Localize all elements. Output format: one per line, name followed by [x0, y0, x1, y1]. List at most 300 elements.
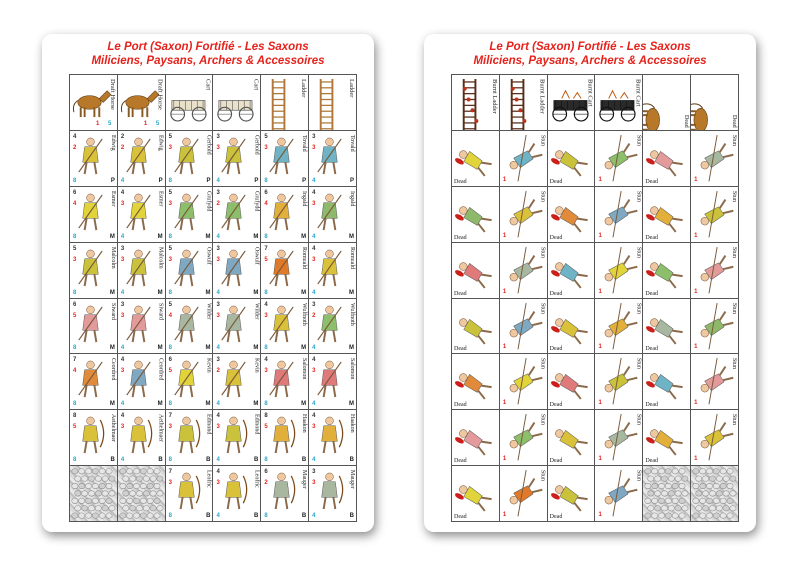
counter-stun: [595, 466, 643, 522]
counter-type: B: [349, 513, 354, 519]
counter-dead: [643, 187, 691, 243]
counter-stat: 1: [598, 512, 602, 518]
counter-name: Tovald: [348, 134, 355, 152]
counter-name: Grufydd: [205, 190, 212, 212]
counter-type: P: [349, 177, 354, 184]
counter-stat-top: 5: [264, 133, 268, 140]
counter-name: Burnt Ladder: [538, 79, 546, 114]
rubble-icon: [691, 466, 738, 521]
counter-unit: [261, 410, 309, 466]
counter-label: Dead: [645, 402, 658, 409]
counter-dead: [548, 466, 596, 522]
counter-rubble: [691, 466, 739, 522]
counter-grid: [69, 74, 357, 522]
counter-stat-bottom: 4: [120, 401, 125, 408]
counter-unit: [213, 354, 261, 410]
counter-unit: [118, 354, 166, 410]
counter-name: Edmond: [205, 414, 212, 435]
counter-stat-bottom: 8: [168, 233, 172, 240]
counter-stun: [595, 410, 643, 466]
counter-unit: [70, 354, 118, 410]
counter-stat-mid: 4: [73, 200, 77, 207]
counter-stat-top: 3: [312, 469, 316, 476]
counter-type: M: [348, 401, 354, 408]
counter-label: Stun: [539, 190, 546, 202]
counter-type: M: [205, 345, 211, 352]
counter-stat-bottom: 8: [264, 513, 268, 519]
counter-stat-bottom: 4: [216, 345, 220, 352]
counter-stat-mid: 3: [168, 200, 172, 207]
counter-stat-bottom: 8: [73, 345, 77, 352]
counter-name: Dead: [683, 115, 690, 128]
counter-sheet-left: [42, 34, 374, 532]
counter-dead: [643, 299, 691, 355]
counter-dead: [452, 131, 500, 187]
counter-stat: 1: [598, 344, 602, 351]
counter-stat-top: 7: [168, 469, 172, 476]
counter-label: Dead: [645, 290, 658, 297]
counter-dead: [548, 354, 596, 410]
counter-stat-top: 3: [312, 133, 316, 140]
counter-label: Dead: [454, 346, 467, 353]
counter-dead: [548, 410, 596, 466]
counter-type: M: [301, 289, 307, 296]
counter-stun: [500, 299, 548, 355]
counter-stat: 1: [502, 176, 507, 183]
counter-type: M: [253, 401, 259, 408]
counter-dead: [548, 187, 596, 243]
counter-stat-mid: 3: [216, 312, 220, 319]
counter-stat-bottom: 8: [264, 345, 268, 352]
counter-stat-bottom: 8: [168, 401, 172, 408]
counter-stat-bottom: 4: [312, 401, 316, 408]
counter-stat-mid: 3: [312, 200, 316, 207]
counter-dead: [452, 466, 500, 522]
counter-stat-top: 4: [264, 301, 268, 308]
counter-stat-bottom: 4: [120, 233, 125, 240]
counter-stat-top: 3: [216, 189, 220, 196]
counter-stat-mid: 3: [264, 312, 268, 319]
sheet-subtitle: Miliciens, Paysans, Archers & Accessoires: [473, 55, 707, 67]
fallen-soldier-icon: [643, 187, 690, 242]
counter-stat: 1: [598, 456, 602, 463]
counter-unit: [309, 187, 357, 243]
counter-stun: [691, 354, 739, 410]
counter-stun: [691, 299, 739, 355]
counter-stat-mid: 3: [120, 200, 125, 207]
counter-stat-mid: 3: [216, 480, 220, 487]
counter-unit: [166, 466, 214, 522]
counter-rubble: [643, 466, 691, 522]
counter-stat-bottom: 8: [168, 177, 172, 184]
counter-stat: 1: [598, 400, 602, 407]
counter-stat-mid: 5: [168, 368, 172, 375]
sheet-title: Le Port (Saxon) Fortifié - Les Saxons: [107, 41, 309, 53]
counter-sheet-right: [424, 34, 756, 532]
counter-stun: [691, 243, 739, 299]
counter-name: Malcolm: [157, 246, 164, 269]
counter-name: Gerbold: [205, 134, 212, 155]
counter-label: Stun: [730, 190, 737, 202]
counter-stun: [500, 243, 548, 299]
counter-label: Dead: [454, 402, 467, 409]
counter-stat-top: 6: [73, 189, 77, 196]
counter-stat-top: 4: [312, 189, 316, 196]
counter-name: Leofric: [205, 470, 212, 488]
counter-stat-top: 2: [120, 133, 125, 140]
counter-label: Dead: [549, 402, 563, 409]
counter-stat-top: 4: [312, 245, 316, 252]
counter-label: Dead: [549, 234, 563, 241]
counter-object: [309, 75, 357, 131]
counter-name: Siward: [157, 302, 164, 320]
counter-name: Romuald: [301, 246, 308, 269]
counter-name: Esmer: [109, 190, 116, 207]
counter-name: Wulfnoth: [348, 302, 355, 326]
counter-stat: 1: [502, 232, 507, 239]
counter-stat-top: 3: [216, 133, 220, 140]
fallen-soldier-icon: [643, 299, 690, 354]
counter-burnt: [500, 75, 548, 131]
counter-stat-mid: 3: [264, 144, 268, 151]
counter-stun: [595, 243, 643, 299]
counter-name: Draft Horse: [156, 79, 164, 110]
counter-type: B: [110, 457, 115, 464]
fallen-soldier-icon: [643, 243, 690, 298]
counter-stat: 5: [155, 120, 160, 127]
fallen-soldier-icon: [548, 131, 595, 186]
counter-grid: [451, 74, 739, 522]
counter-label: Stun: [539, 470, 546, 482]
counter-unit: [118, 243, 166, 299]
counter-dead: [452, 299, 500, 355]
counter-stat-bottom: 8: [73, 289, 77, 296]
counter-label: Dead: [645, 346, 658, 353]
counter-type: P: [110, 177, 115, 184]
counter-type: M: [301, 345, 307, 352]
counter-stat: 1: [502, 288, 507, 295]
counter-stun: [595, 131, 643, 187]
counter-stat-top: 5: [168, 301, 172, 308]
counter-name: Haakon: [348, 414, 355, 433]
counter-name: Tovald: [301, 134, 308, 152]
counter-type: B: [253, 457, 259, 464]
counter-deadhorse: [643, 75, 691, 131]
counter-stat-mid: 3: [312, 368, 316, 375]
rubble-icon: [70, 466, 117, 521]
counter-stat-mid: 5: [73, 312, 77, 319]
counter-label: Dead: [645, 458, 658, 465]
counter-unit: [166, 131, 214, 187]
counter-name: Oswulf: [205, 246, 212, 265]
counter-type: M: [157, 289, 163, 296]
counter-stat-mid: 5: [73, 424, 77, 431]
counter-name: Salomon: [301, 358, 308, 380]
counter-label: Stun: [635, 358, 642, 370]
counter-stat-bottom: 4: [216, 177, 220, 184]
counter-label: Dead: [454, 458, 467, 465]
counter-name: Edwig: [109, 134, 116, 151]
counter-unit: [213, 466, 261, 522]
counter-label: Stun: [539, 414, 546, 426]
counter-name: Ladder: [347, 79, 355, 98]
counter-deadhorse: [691, 75, 739, 131]
counter-stat-mid: 3: [120, 424, 125, 431]
counter-type: M: [301, 233, 307, 240]
counter-stat: 1: [502, 400, 507, 407]
counter-label: Stun: [635, 470, 642, 482]
counter-stat-bottom: 4: [312, 345, 316, 352]
counter-type: M: [205, 289, 211, 296]
counter-stat-mid: 3: [312, 424, 316, 431]
counter-stat-bottom: 8: [168, 345, 172, 352]
counter-unit: [309, 299, 357, 355]
counter-name: Siward: [109, 302, 116, 320]
counter-stat-mid: 2: [73, 144, 77, 151]
counter-label: Dead: [454, 178, 467, 185]
counter-name: Aethelmaer: [157, 414, 164, 443]
counter-stat-mid: 4: [168, 312, 172, 319]
counter-stat-mid: 2: [120, 144, 125, 151]
fallen-soldier-icon: [548, 410, 595, 465]
counter-name: Cart: [252, 79, 260, 91]
counter-dead: [452, 354, 500, 410]
counter-name: Kevin: [205, 358, 212, 374]
counter-unit: [261, 354, 309, 410]
counter-name: Ingald: [348, 190, 355, 207]
counter-stat-mid: 2: [216, 368, 220, 375]
counter-name: Ceordred: [157, 358, 164, 381]
counter-label: Dead: [645, 234, 658, 241]
counter-stat-mid: 3: [120, 256, 125, 263]
counter-unit: [166, 354, 214, 410]
counter-stun: [500, 410, 548, 466]
counter-stat-top: 4: [312, 413, 316, 420]
fallen-soldier-icon: [548, 243, 595, 298]
counter-object: [213, 75, 261, 131]
counter-type: M: [301, 401, 307, 408]
counter-unit: [70, 410, 118, 466]
counter-stat-bottom: 8: [264, 233, 268, 240]
counter-unit: [70, 131, 118, 187]
counter-stun: [500, 187, 548, 243]
counter-stat-top: 8: [264, 413, 268, 420]
counter-name: Aethelmaer: [109, 414, 116, 443]
counter-dead: [643, 131, 691, 187]
counter-type: M: [253, 289, 259, 296]
counter-label: Stun: [730, 414, 737, 426]
fallen-soldier-icon: [548, 466, 595, 521]
counter-label: Dead: [454, 290, 467, 297]
fallen-soldier-icon: [643, 131, 690, 186]
counter-unit: [118, 187, 166, 243]
counter-label: Stun: [730, 358, 737, 370]
counter-label: Dead: [549, 514, 563, 520]
counter-stat-mid: 3: [73, 256, 77, 263]
counter-unit: [70, 243, 118, 299]
counter-type: M: [109, 345, 115, 352]
counter-label: Dead: [549, 346, 563, 353]
counter-stat-top: 5: [73, 245, 77, 252]
counter-stat-mid: 3: [120, 312, 125, 319]
counter-stat-mid: 3: [120, 368, 125, 375]
counter-stat-bottom: 4: [216, 513, 220, 519]
counter-stat: 1: [694, 400, 698, 407]
counter-label: Dead: [549, 458, 563, 465]
counter-name: Burnt Ladder: [490, 79, 498, 114]
counter-stun: [500, 466, 548, 522]
counter-name: Ladder: [300, 79, 308, 98]
counter-stat-bottom: 4: [312, 289, 316, 296]
counter-type: M: [205, 401, 211, 408]
counter-stun: [500, 354, 548, 410]
counter-stun: [595, 354, 643, 410]
counter-label: Dead: [454, 514, 467, 520]
counter-name: Wilder: [205, 302, 212, 319]
counter-stat-bottom: 8: [168, 457, 172, 464]
counter-type: M: [348, 233, 354, 240]
fallen-soldier-icon: [452, 410, 499, 465]
counter-stun: [691, 131, 739, 187]
counter-name: Mauger: [348, 470, 355, 489]
counter-unit: [213, 187, 261, 243]
counter-type: M: [348, 345, 354, 352]
fallen-soldier-icon: [452, 466, 499, 521]
counter-stat-bottom: 4: [312, 177, 316, 184]
counter-type: B: [301, 513, 307, 519]
counter-stat: 5: [108, 120, 112, 127]
counter-stat-bottom: 4: [120, 345, 125, 352]
counter-name: Ceordred: [109, 358, 116, 381]
counter-name: Esmer: [157, 190, 164, 207]
counter-label: Stun: [539, 302, 546, 314]
counter-stat: 1: [694, 456, 698, 463]
rubble-icon: [118, 466, 165, 521]
counter-stat-top: 5: [168, 133, 172, 140]
counter-stat-top: 7: [168, 413, 172, 420]
counter-dead: [643, 243, 691, 299]
counter-unit: [309, 466, 357, 522]
counter-label: Stun: [730, 246, 737, 258]
counter-unit: [70, 299, 118, 355]
counter-type: B: [158, 457, 163, 464]
counter-label: Stun: [635, 134, 642, 146]
counter-type: M: [109, 401, 115, 408]
counter-stat: 1: [96, 120, 100, 127]
counter-name: Edmond: [253, 414, 260, 435]
counter-name: Ingald: [301, 190, 308, 207]
counter-name: Kevin: [253, 358, 260, 374]
fallen-soldier-icon: [452, 354, 499, 409]
counter-unit: [309, 243, 357, 299]
fallen-soldier-icon: [548, 354, 595, 409]
counter-stat-bottom: 8: [168, 289, 172, 296]
counter-name: Oswulf: [253, 246, 260, 265]
counter-label: Stun: [730, 302, 737, 314]
counter-object: [166, 75, 214, 131]
counter-stat-top: 6: [264, 469, 268, 476]
counter-dead: [452, 187, 500, 243]
counter-stat: 1: [694, 288, 698, 295]
counter-stat-top: 3: [216, 301, 220, 308]
counter-stat-mid: 3: [312, 256, 316, 263]
counter-stat-mid: 3: [168, 480, 172, 487]
counter-stat: 1: [502, 456, 507, 463]
counter-unit: [70, 187, 118, 243]
counter-type: M: [157, 345, 163, 352]
counter-name: Malcolm: [109, 246, 116, 269]
counter-stat-top: 7: [73, 357, 77, 364]
counter-stat: 1: [598, 288, 602, 295]
counter-stat-top: 6: [264, 189, 268, 196]
counter-draft: [118, 75, 166, 131]
counter-type: B: [253, 513, 259, 519]
counter-stat-top: 6: [73, 301, 77, 308]
counter-burnt: [595, 75, 643, 131]
counter-name: Leofric: [253, 470, 260, 488]
counter-stat-top: 8: [73, 413, 77, 420]
counter-rubble: [70, 466, 118, 522]
counter-name: Salomon: [348, 358, 355, 380]
counter-unit: [166, 410, 214, 466]
counter-type: B: [301, 457, 307, 464]
counter-type: P: [254, 177, 259, 184]
counter-stat: 1: [598, 232, 602, 239]
counter-stat-mid: 2: [312, 312, 316, 319]
fallen-soldier-icon: [452, 243, 499, 298]
counter-name: Dead: [730, 115, 737, 128]
counter-unit: [213, 299, 261, 355]
counter-type: M: [205, 233, 211, 240]
counter-stat-mid: 2: [264, 480, 268, 487]
counter-label: Stun: [539, 358, 546, 370]
counter-name: Cart: [204, 79, 212, 91]
counter-stat-top: 4: [312, 357, 316, 364]
counter-object: [261, 75, 309, 131]
counter-unit: [261, 299, 309, 355]
counter-stat-top: 3: [120, 301, 125, 308]
counter-type: B: [206, 457, 211, 464]
counter-dead: [643, 410, 691, 466]
counter-stat-mid: 5: [264, 256, 268, 263]
counter-type: M: [109, 289, 115, 296]
counter-stat-top: 4: [264, 357, 268, 364]
counter-burnt: [452, 75, 500, 131]
counter-stat-mid: 3: [216, 256, 220, 263]
counter-stat-mid: 5: [264, 424, 268, 431]
counter-name: Burnt Cart: [634, 79, 642, 107]
fallen-soldier-icon: [548, 299, 595, 354]
counter-stat-top: 4: [216, 413, 220, 420]
counter-rubble: [118, 466, 166, 522]
counter-stat-top: 4: [120, 357, 125, 364]
counter-dead: [548, 131, 596, 187]
counter-unit: [261, 187, 309, 243]
counter-stat-bottom: 4: [312, 457, 316, 464]
counter-type: M: [157, 233, 163, 240]
counter-name: Edwig: [157, 134, 164, 151]
counter-name: Haakon: [301, 414, 308, 433]
counter-label: Stun: [730, 134, 737, 146]
counter-type: P: [206, 177, 211, 184]
counter-stat-top: 7: [264, 245, 268, 252]
counter-stat-top: 3: [120, 245, 125, 252]
counter-dead: [452, 410, 500, 466]
fallen-soldier-icon: [452, 131, 499, 186]
counter-stat: 1: [502, 512, 507, 518]
counter-type: M: [348, 289, 354, 296]
counter-unit: [118, 131, 166, 187]
